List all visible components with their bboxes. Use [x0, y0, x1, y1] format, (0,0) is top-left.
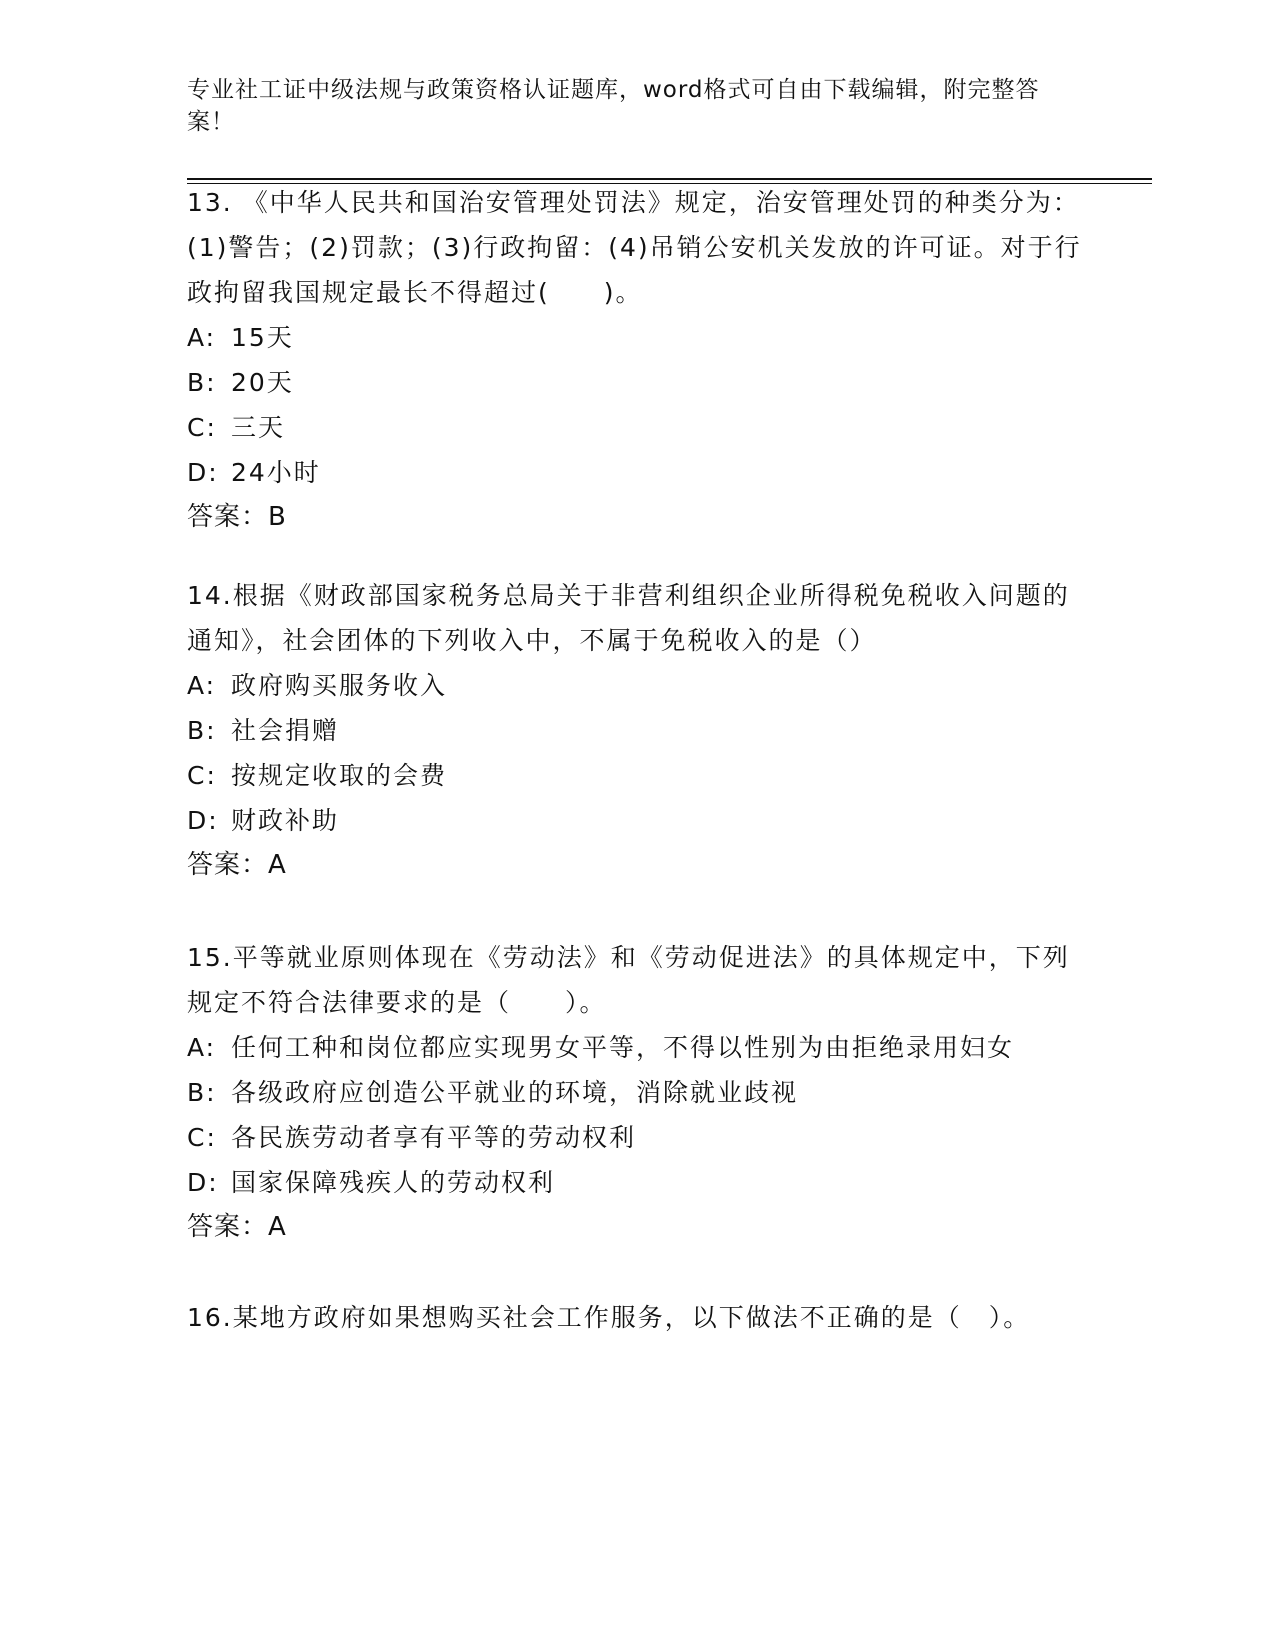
option-key: C:: [187, 761, 217, 790]
option-key: B:: [187, 1078, 217, 1107]
option-text: 24小时: [231, 458, 321, 487]
option-d: [187, 450, 1087, 495]
option-text: 15天: [231, 323, 294, 352]
option-text: 各级政府应创造公平就业的环境，消除就业歧视: [231, 1078, 799, 1107]
option-b: [187, 708, 1087, 753]
option-a: [187, 315, 1087, 360]
option-c: [187, 405, 1087, 450]
option-a: [187, 663, 1087, 708]
option-text: 财政补助: [231, 806, 340, 835]
option-d: [187, 798, 1087, 843]
option-c: [187, 1115, 1087, 1160]
option-b: [187, 1070, 1087, 1115]
question-stem: 14.根据《财政部国家税务总局关于非营利组织企业所得税免税收入问题的通知》，社会团体的下列收入中，不属于免税收入的是（）: [187, 581, 1070, 655]
option-text: 20天: [231, 368, 294, 397]
option-key: A:: [187, 323, 217, 352]
option-text: 任何工种和岗位都应实现男女平等，不得以性别为由拒绝录用妇女: [231, 1033, 1015, 1062]
option-text: 三天: [231, 413, 286, 442]
option-key: A:: [187, 1033, 217, 1062]
option-c: [187, 753, 1087, 798]
option-key: D:: [187, 806, 219, 835]
answer: 答案：A: [187, 850, 287, 880]
question-15: [187, 935, 1087, 1250]
option-key: B:: [187, 716, 217, 745]
question-13: [187, 180, 1087, 540]
option-key: C:: [187, 413, 217, 442]
option-a: [187, 1025, 1087, 1070]
question-stem: 13. 《中华人民共和国治安管理处罚法》规定，治安管理处罚的种类分为：(1)警告；(2)罚款；(3)行政拘留：(4)吊销公安机关发放的许可证。对于行政拘留我国规定最长不得超过( )。: [187, 188, 1082, 307]
answer: 答案：B: [187, 502, 287, 532]
option-text: 各民族劳动者享有平等的劳动权利: [231, 1123, 637, 1152]
option-key: C:: [187, 1123, 217, 1152]
option-text: 社会捐赠: [231, 716, 340, 745]
question-stem: 15.平等就业原则体现在《劳动法》和《劳动促进法》的具体规定中，下列规定不符合法律要求的是（ ）。: [187, 943, 1070, 1017]
option-key: D:: [187, 1168, 219, 1197]
option-text: 按规定收取的会费: [231, 761, 448, 790]
question-14: [187, 573, 1087, 888]
option-key: D:: [187, 458, 219, 487]
option-key: A:: [187, 671, 217, 700]
option-text: 政府购买服务收入: [231, 671, 448, 700]
question-stem: 16.某地方政府如果想购买社会工作服务，以下做法不正确的是（ ）。: [187, 1303, 1031, 1332]
answer: 答案：A: [187, 1212, 287, 1242]
option-b: [187, 360, 1087, 405]
option-d: [187, 1160, 1087, 1205]
question-16: [187, 1295, 1087, 1340]
option-key: B:: [187, 368, 217, 397]
option-text: 国家保障残疾人的劳动权利: [231, 1168, 556, 1197]
document-header: 专业社工证中级法规与政策资格认证题库，word格式可自由下载编辑，附完整答案！: [187, 77, 1040, 135]
